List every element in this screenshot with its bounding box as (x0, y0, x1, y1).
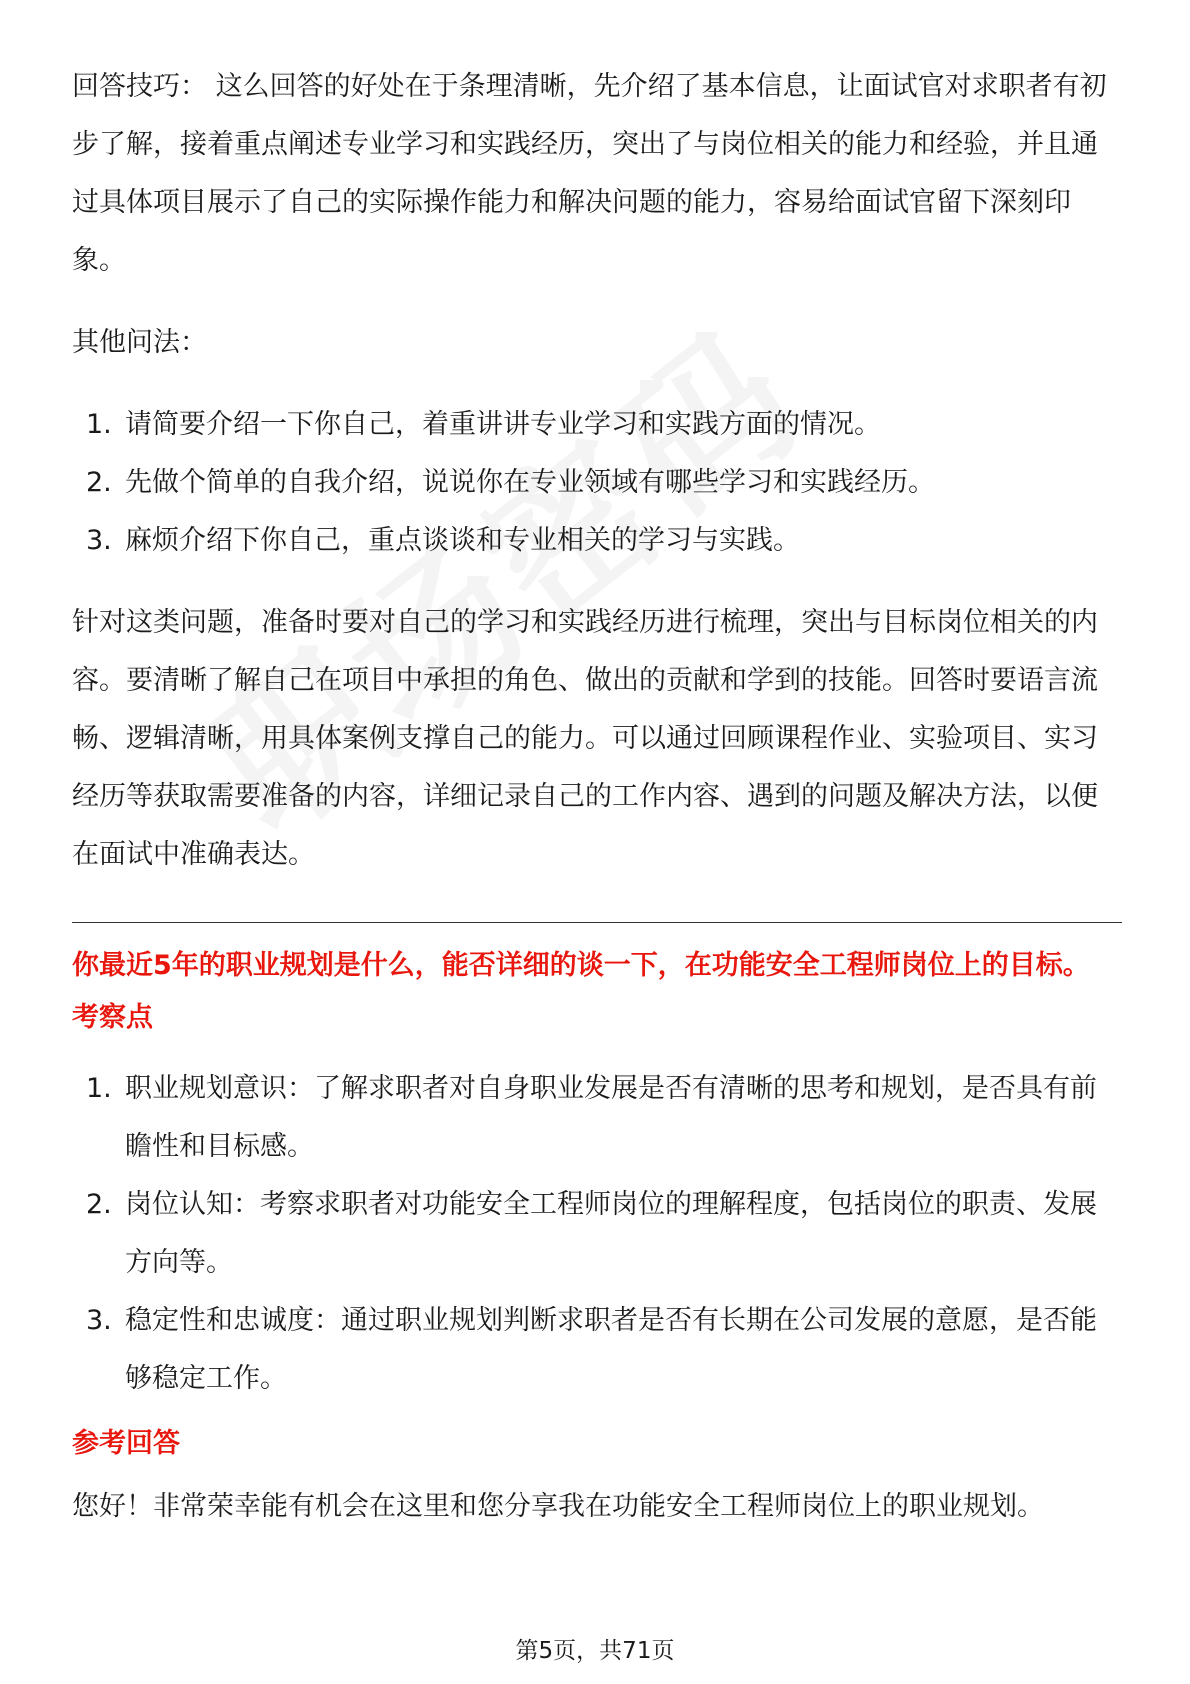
reference-answer-text: 您好！非常荣幸能有机会在这里和您分享我在功能安全工程师岗位上的职业规划。 (72, 1491, 1044, 1522)
answer-tip-paragraph: 回答技巧： 这么回答的好处在于条理清晰，先介绍了基本信息，让面试官对求职者有初步了解，接着重点阐述专业学习和实践经历，突出了与岗位相关的能力和经验，并且通过具体项目展示了自己的实际操作能力和解决问题的能力，容易给面试官留下深刻印象。 (72, 71, 1107, 276)
list-item (72, 396, 1122, 454)
exam-points-list (72, 1060, 1122, 1408)
list-item-text: 职业规划意识：了解求职者对自身职业发展是否有清晰的思考和规划，是否具有前瞻性和目标感。 (125, 1073, 1097, 1162)
list-item-number: 1. (86, 409, 112, 440)
list-item-number: 1. (86, 1073, 112, 1104)
list-item (72, 512, 1122, 570)
list-item (72, 1176, 1122, 1292)
page-content (72, 58, 1122, 1536)
list-item-number: 3. (86, 525, 112, 556)
other-questions-list (72, 396, 1122, 570)
page-footer: 第5页，共71页 (515, 1638, 675, 1664)
list-item-text: 岗位认知：考察求职者对功能安全工程师岗位的理解程度，包括岗位的职责、发展方向等。 (125, 1189, 1097, 1278)
list-item (72, 454, 1122, 512)
list-item-number: 2. (86, 1189, 112, 1220)
list-item-text: 先做个简单的自我介绍，说说你在专业领域有哪些学习和实践经历。 (125, 467, 935, 498)
list-item-text: 请简要介绍一下你自己，着重讲讲专业学习和实践方面的情况。 (125, 409, 881, 440)
list-item-text: 稳定性和忠诚度：通过职业规划判断求职者是否有长期在公司发展的意愿，是否能够稳定工作。 (125, 1305, 1097, 1394)
list-item-number: 2. (86, 467, 112, 498)
reference-answer-heading: 参考回答 (72, 1428, 180, 1459)
other-questions-heading: 其他问法： (72, 327, 207, 358)
question-title: 你最近5年的职业规划是什么，能否详细的谈一下，在功能安全工程师岗位上的目标。 (72, 950, 1090, 981)
section-divider (72, 922, 1122, 923)
list-item-number: 3. (86, 1305, 112, 1336)
exam-points-heading: 考察点 (72, 1002, 153, 1033)
list-item (72, 1292, 1122, 1408)
list-item-text: 麻烦介绍下你自己，重点谈谈和专业相关的学习与实践。 (125, 525, 800, 556)
preparation-paragraph: 针对这类问题，准备时要对自己的学习和实践经历进行梳理，突出与目标岗位相关的内容。要清晰了解自己在项目中承担的角色、做出的贡献和学到的技能。回答时要语言流畅、逻辑清晰，用具体案例支撑自己的能力。可以通过回顾课程作业、实验项目、实习经历等获取需要准备的内容，详细记录自己的工作内容、遇到的问题及解决方法，以便在面试中准确表达。 (72, 607, 1098, 870)
list-item (72, 1060, 1122, 1176)
